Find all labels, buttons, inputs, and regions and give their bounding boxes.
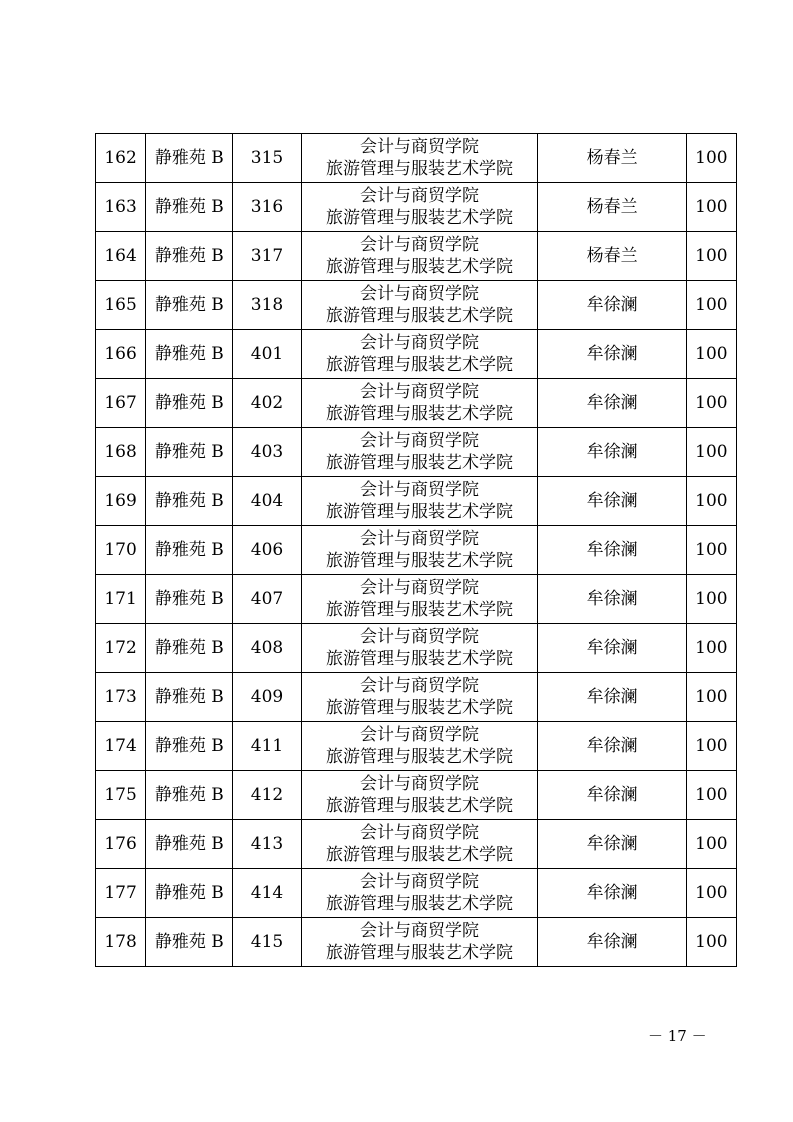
college-line: 会计与商贸学院 bbox=[359, 774, 479, 794]
college-line: 会计与商贸学院 bbox=[359, 431, 479, 451]
college-line: 会计与商贸学院 bbox=[359, 137, 479, 157]
building-cell: 静雅苑 B bbox=[146, 232, 233, 281]
college-line: 会计与商贸学院 bbox=[359, 921, 479, 941]
room-cell: 414 bbox=[233, 869, 301, 918]
table-row bbox=[96, 477, 737, 526]
college-line: 旅游管理与服装艺术学院 bbox=[325, 306, 513, 326]
college-line: 会计与商贸学院 bbox=[359, 676, 479, 696]
college-line: 会计与商贸学院 bbox=[359, 186, 479, 206]
room-cell: 401 bbox=[233, 330, 301, 379]
college-line: 会计与商贸学院 bbox=[359, 235, 479, 255]
college-cell bbox=[301, 624, 538, 673]
college-line: 旅游管理与服装艺术学院 bbox=[325, 208, 513, 228]
table-row bbox=[96, 575, 737, 624]
room-cell: 409 bbox=[233, 673, 301, 722]
college-cell bbox=[301, 771, 538, 820]
table-row bbox=[96, 673, 737, 722]
row-number-cell: 178 bbox=[96, 918, 146, 967]
manager-cell: 牟徐澜 bbox=[538, 477, 686, 526]
row-number-cell: 173 bbox=[96, 673, 146, 722]
college-cell bbox=[301, 722, 538, 771]
college-line: 旅游管理与服装艺术学院 bbox=[325, 404, 513, 424]
college-cell bbox=[301, 918, 538, 967]
room-cell: 411 bbox=[233, 722, 301, 771]
building-cell: 静雅苑 B bbox=[146, 281, 233, 330]
table-row bbox=[96, 330, 737, 379]
table-row bbox=[96, 722, 737, 771]
college-cell bbox=[301, 526, 538, 575]
score-cell: 100 bbox=[686, 428, 736, 477]
manager-cell: 杨春兰 bbox=[538, 232, 686, 281]
building-cell: 静雅苑 B bbox=[146, 820, 233, 869]
manager-cell: 牟徐澜 bbox=[538, 869, 686, 918]
score-cell: 100 bbox=[686, 820, 736, 869]
college-cell bbox=[301, 673, 538, 722]
table-row bbox=[96, 918, 737, 967]
room-cell: 404 bbox=[233, 477, 301, 526]
college-cell bbox=[301, 281, 538, 330]
room-cell: 412 bbox=[233, 771, 301, 820]
college-cell bbox=[301, 134, 538, 183]
college-line: 旅游管理与服装艺术学院 bbox=[325, 257, 513, 277]
college-line: 会计与商贸学院 bbox=[359, 823, 479, 843]
college-cell bbox=[301, 232, 538, 281]
page-number: － 17 － bbox=[648, 1027, 707, 1045]
table-row bbox=[96, 183, 737, 232]
college-line: 会计与商贸学院 bbox=[359, 480, 479, 500]
college-line: 旅游管理与服装艺术学院 bbox=[325, 502, 513, 522]
building-cell: 静雅苑 B bbox=[146, 134, 233, 183]
college-cell bbox=[301, 820, 538, 869]
room-cell: 318 bbox=[233, 281, 301, 330]
room-cell: 413 bbox=[233, 820, 301, 869]
manager-cell: 牟徐澜 bbox=[538, 330, 686, 379]
row-number-cell: 165 bbox=[96, 281, 146, 330]
manager-cell: 牟徐澜 bbox=[538, 722, 686, 771]
college-line: 旅游管理与服装艺术学院 bbox=[325, 551, 513, 571]
score-cell: 100 bbox=[686, 624, 736, 673]
manager-cell: 牟徐澜 bbox=[538, 379, 686, 428]
row-number-cell: 175 bbox=[96, 771, 146, 820]
row-number-cell: 167 bbox=[96, 379, 146, 428]
table-row bbox=[96, 820, 737, 869]
college-cell bbox=[301, 575, 538, 624]
row-number-cell: 162 bbox=[96, 134, 146, 183]
building-cell: 静雅苑 B bbox=[146, 330, 233, 379]
room-cell: 316 bbox=[233, 183, 301, 232]
score-cell: 100 bbox=[686, 232, 736, 281]
room-cell: 315 bbox=[233, 134, 301, 183]
table-row bbox=[96, 428, 737, 477]
college-line: 旅游管理与服装艺术学院 bbox=[325, 649, 513, 669]
table-row bbox=[96, 379, 737, 428]
row-number-cell: 170 bbox=[96, 526, 146, 575]
building-cell: 静雅苑 B bbox=[146, 771, 233, 820]
score-cell: 100 bbox=[686, 673, 736, 722]
college-line: 会计与商贸学院 bbox=[359, 333, 479, 353]
row-number-cell: 166 bbox=[96, 330, 146, 379]
college-cell bbox=[301, 183, 538, 232]
college-line: 旅游管理与服装艺术学院 bbox=[325, 355, 513, 375]
table-row bbox=[96, 771, 737, 820]
score-cell: 100 bbox=[686, 918, 736, 967]
college-line: 旅游管理与服装艺术学院 bbox=[325, 600, 513, 620]
score-cell: 100 bbox=[686, 330, 736, 379]
college-cell bbox=[301, 379, 538, 428]
manager-cell: 牟徐澜 bbox=[538, 575, 686, 624]
row-number-cell: 168 bbox=[96, 428, 146, 477]
building-cell: 静雅苑 B bbox=[146, 183, 233, 232]
college-line: 会计与商贸学院 bbox=[359, 529, 479, 549]
college-cell bbox=[301, 428, 538, 477]
college-line: 会计与商贸学院 bbox=[359, 872, 479, 892]
manager-cell: 牟徐澜 bbox=[538, 281, 686, 330]
table-row bbox=[96, 526, 737, 575]
college-line: 会计与商贸学院 bbox=[359, 725, 479, 745]
building-cell: 静雅苑 B bbox=[146, 477, 233, 526]
college-line: 会计与商贸学院 bbox=[359, 382, 479, 402]
room-cell: 403 bbox=[233, 428, 301, 477]
table-row bbox=[96, 281, 737, 330]
score-cell: 100 bbox=[686, 771, 736, 820]
table-row bbox=[96, 624, 737, 673]
score-cell: 100 bbox=[686, 722, 736, 771]
score-cell: 100 bbox=[686, 869, 736, 918]
manager-cell: 牟徐澜 bbox=[538, 771, 686, 820]
room-cell: 406 bbox=[233, 526, 301, 575]
college-cell bbox=[301, 330, 538, 379]
building-cell: 静雅苑 B bbox=[146, 379, 233, 428]
building-cell: 静雅苑 B bbox=[146, 624, 233, 673]
room-cell: 402 bbox=[233, 379, 301, 428]
row-number-cell: 171 bbox=[96, 575, 146, 624]
college-line: 旅游管理与服装艺术学院 bbox=[325, 943, 513, 963]
college-cell bbox=[301, 477, 538, 526]
score-cell: 100 bbox=[686, 575, 736, 624]
room-cell: 415 bbox=[233, 918, 301, 967]
building-cell: 静雅苑 B bbox=[146, 526, 233, 575]
college-cell bbox=[301, 869, 538, 918]
score-cell: 100 bbox=[686, 134, 736, 183]
manager-cell: 牟徐澜 bbox=[538, 624, 686, 673]
room-cell: 407 bbox=[233, 575, 301, 624]
table-body bbox=[96, 134, 737, 967]
row-number-cell: 176 bbox=[96, 820, 146, 869]
row-number-cell: 172 bbox=[96, 624, 146, 673]
building-cell: 静雅苑 B bbox=[146, 673, 233, 722]
college-line: 会计与商贸学院 bbox=[359, 627, 479, 647]
manager-cell: 杨春兰 bbox=[538, 183, 686, 232]
manager-cell: 牟徐澜 bbox=[538, 820, 686, 869]
score-cell: 100 bbox=[686, 183, 736, 232]
college-line: 旅游管理与服装艺术学院 bbox=[325, 796, 513, 816]
manager-cell: 牟徐澜 bbox=[538, 526, 686, 575]
row-number-cell: 177 bbox=[96, 869, 146, 918]
dormitory-score-table bbox=[95, 133, 737, 967]
score-cell: 100 bbox=[686, 379, 736, 428]
college-line: 会计与商贸学院 bbox=[359, 284, 479, 304]
room-cell: 408 bbox=[233, 624, 301, 673]
college-line: 旅游管理与服装艺术学院 bbox=[325, 845, 513, 865]
building-cell: 静雅苑 B bbox=[146, 869, 233, 918]
manager-cell: 牟徐澜 bbox=[538, 673, 686, 722]
table-row bbox=[96, 134, 737, 183]
room-cell: 317 bbox=[233, 232, 301, 281]
table-row bbox=[96, 232, 737, 281]
building-cell: 静雅苑 B bbox=[146, 575, 233, 624]
manager-cell: 杨春兰 bbox=[538, 134, 686, 183]
building-cell: 静雅苑 B bbox=[146, 428, 233, 477]
building-cell: 静雅苑 B bbox=[146, 918, 233, 967]
row-number-cell: 163 bbox=[96, 183, 146, 232]
college-line: 旅游管理与服装艺术学院 bbox=[325, 747, 513, 767]
row-number-cell: 169 bbox=[96, 477, 146, 526]
building-cell: 静雅苑 B bbox=[146, 722, 233, 771]
table-row bbox=[96, 869, 737, 918]
row-number-cell: 164 bbox=[96, 232, 146, 281]
college-line: 旅游管理与服装艺术学院 bbox=[325, 894, 513, 914]
score-cell: 100 bbox=[686, 281, 736, 330]
score-cell: 100 bbox=[686, 477, 736, 526]
manager-cell: 牟徐澜 bbox=[538, 428, 686, 477]
score-cell: 100 bbox=[686, 526, 736, 575]
college-line: 旅游管理与服装艺术学院 bbox=[325, 159, 513, 179]
row-number-cell: 174 bbox=[96, 722, 146, 771]
college-line: 旅游管理与服装艺术学院 bbox=[325, 698, 513, 718]
college-line: 旅游管理与服装艺术学院 bbox=[325, 453, 513, 473]
college-line: 会计与商贸学院 bbox=[359, 578, 479, 598]
manager-cell: 牟徐澜 bbox=[538, 918, 686, 967]
